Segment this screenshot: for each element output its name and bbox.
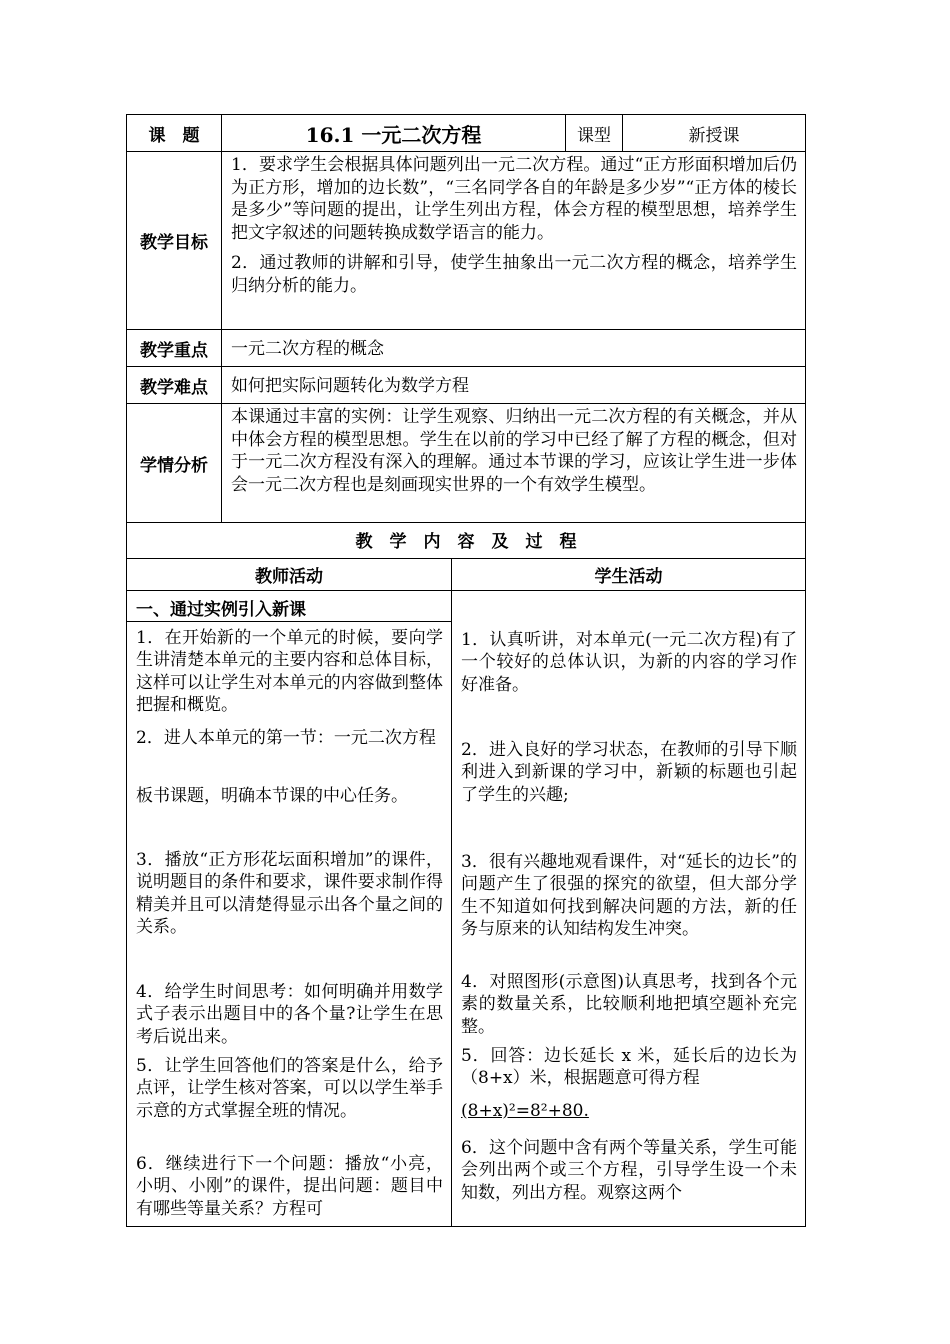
student-step-1: 1．认真听讲，对本单元(一元二次方程)有了一个较好的总体认识，为新的内容的学习作好准备。 (461, 629, 797, 695)
student-activity-header: 学生活动 (452, 558, 806, 590)
lesson-type-value: 新授课 (623, 115, 806, 152)
objective-item: 1．要求学生会根据具体问题列出一元二次方程。通过“正方形面积增加后仍为正方形，增加的边长数”，“三名同学各自的年龄是多少岁”“正方体的棱长是多少”等问题的提出，让学生列出方程，体会方程的模型思想，培养学生把文字叙述的问题转换成数学语言的能力。 (231, 155, 797, 243)
teacher-activity-column (127, 590, 452, 1226)
analysis-label: 学情分析 (127, 404, 222, 523)
student-step-5-equation: (8+x)²=8²+80. (461, 1100, 589, 1121)
difficulty-text: 如何把实际问题转化为数学方程 (222, 367, 806, 404)
difficulty-label: 教学难点 (127, 367, 222, 404)
teacher-activity-header: 教师活动 (127, 558, 452, 590)
process-title: 教 学 内 容 及 过 程 (127, 522, 806, 558)
lesson-info-table (126, 114, 806, 523)
student-step-5: 5．回答：边长延长 x 米，延长后的边长为（8+x）米，根据题意可得方程 (461, 1045, 797, 1088)
student-step-2: 2．进入良好的学习状态，在教师的引导下顺利进入到新课的学习中，新颖的标题也引起了学生的兴趣; (461, 739, 797, 805)
topic-label: 课 题 (127, 115, 222, 152)
teacher-step-6: 6．继续进行下一个问题：播放“小亮，小明、小刚”的课件，提出问题：题目中有哪些等量关系？方程可 (136, 1153, 443, 1219)
section-divider (127, 621, 451, 622)
teacher-step-4: 4．给学生时间思考：如何明确并用数学式子表示出题目中的各个量?让学生在思考后说出来。 (136, 981, 443, 1047)
student-step-6: 6．这个问题中含有两个等量关系，学生可能会列出两个或三个方程，引导学生设一个未知数，列出方程。观察这两个 (461, 1137, 797, 1203)
student-step-4: 4．对照图形(示意图)认真思考，找到各个元素的数量关系，比较顺利地把填空题补充完整。 (461, 971, 797, 1037)
analysis-text: 本课通过丰富的实例：让学生观察、归纳出一元二次方程的有关概念，并从中体会方程的模型思想。学生在以前的学习中已经了解了方程的概念，但对于一元二次方程没有深入的理解。通过本节课的学习，应该让学生进一步体会一元二次方程也是刻画现实世界的一个有效学生模型。 (222, 404, 806, 523)
teacher-step-2: 2．进人本单元的第一节：一元二次方程 (136, 727, 436, 748)
key-point-text: 一元二次方程的概念 (222, 330, 806, 367)
student-activity-column (452, 590, 806, 1226)
objective-item: 2．通过教师的讲解和引导，使学生抽象出一元二次方程的概念，培养学生归纳分析的能力。 (231, 253, 797, 296)
process-table (126, 522, 806, 1227)
teacher-step-3: 3．播放“正方形花坛面积增加”的课件，说明题目的条件和要求，课件要求制作得精美并且可以清楚得显示出各个量之间的关系。 (136, 849, 443, 937)
teacher-step-5: 5．让学生回答他们的答案是什么，给予点评，让学生核对答案，可以以学生举手示意的方式掌握全班的情况。 (136, 1055, 443, 1121)
key-point-label: 教学重点 (127, 330, 222, 367)
student-step-3: 3．很有兴趣地观看课件，对“延长的边长”的问题产生了很强的探究的欲望，但大部分学生不知道如何找到解决问题的方法，新的任务与原来的认知结构发生冲突。 (461, 851, 797, 939)
objectives-label: 教学目标 (127, 152, 222, 330)
teacher-step-2-note: 板书课题，明确本节课的中心任务。 (136, 785, 408, 806)
teacher-step-1: 1．在开始新的一个单元的时候，要向学生讲清楚本单元的主要内容和总体目标，这样可以让学生对本单元的内容做到整体把握和概览。 (136, 627, 443, 715)
objectives-content (222, 152, 806, 330)
section-title: 一、通过实例引入新课 (136, 599, 306, 620)
lesson-type-label: 课型 (566, 115, 623, 152)
topic-title: 16.1 一元二次方程 (222, 115, 566, 152)
